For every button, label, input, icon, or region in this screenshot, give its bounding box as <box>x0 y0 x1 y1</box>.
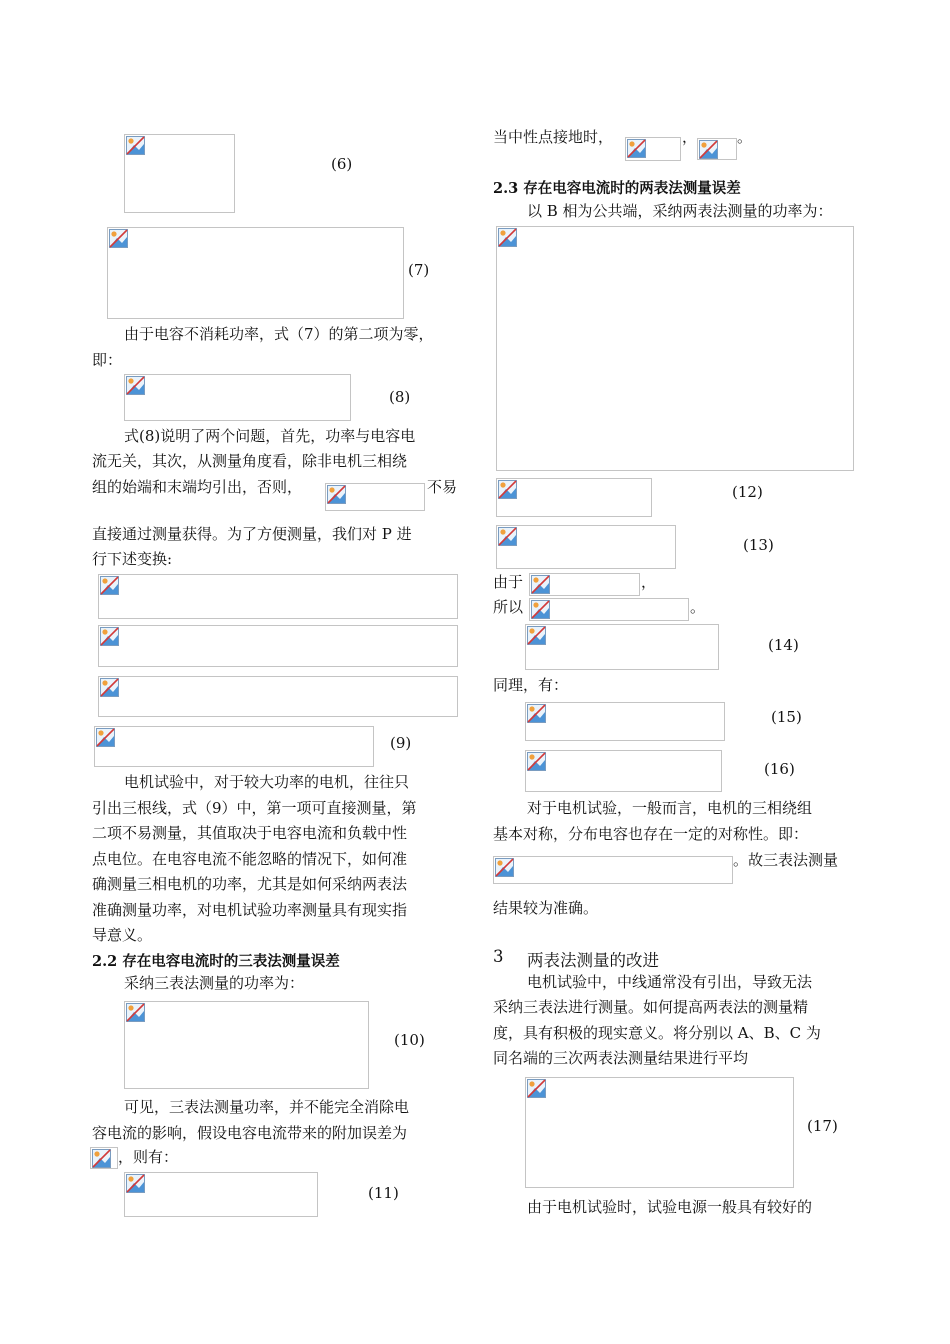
broken-image-icon <box>527 1079 546 1098</box>
equation-9-line-2-image <box>98 625 458 667</box>
equation-12-image <box>496 478 652 517</box>
paragraph-line: 。 <box>690 598 706 616</box>
equation-13-image <box>496 525 676 569</box>
paragraph-line: 流无关，其次，从测量角度看，除非电机三相绕 <box>92 452 408 470</box>
inline-formula-image <box>529 573 640 596</box>
broken-image-icon <box>527 626 546 645</box>
inline-formula-image <box>697 138 737 160</box>
paragraph-line: 。故三表法测量 <box>733 851 839 869</box>
broken-image-icon <box>498 480 517 499</box>
section-heading-2-3: 2.3 存在电容电流时的两表法测量误差 <box>493 180 741 197</box>
broken-image-icon <box>327 485 346 504</box>
broken-image-icon <box>495 858 514 877</box>
equation-label-8: (8) <box>389 388 411 406</box>
equation-14-image <box>525 624 719 670</box>
equation-label-17: (17) <box>807 1117 838 1135</box>
broken-image-icon <box>92 1149 111 1168</box>
paragraph-line: 不易 <box>427 478 458 496</box>
paragraph-line: 同理，有： <box>493 676 569 694</box>
equation-label-13: (13) <box>743 536 774 554</box>
equation-9-line-1-image <box>98 574 458 619</box>
section-3-number: 3 <box>493 947 504 966</box>
section-3-title: 两表法测量的改进 <box>527 951 659 970</box>
paragraph-line: 电机试验中，中线通常没有引出，导致无法 <box>527 973 813 991</box>
paragraph-line: 当中性点接地时， <box>493 128 614 146</box>
paragraph-line: 行下述变换: <box>92 550 173 568</box>
broken-image-icon <box>126 376 145 395</box>
equation-label-7: (7) <box>408 261 430 279</box>
broken-image-icon <box>100 576 119 595</box>
equation-17-image <box>525 1077 794 1188</box>
broken-image-icon <box>498 527 517 546</box>
equation-8-image <box>124 374 351 421</box>
broken-image-icon <box>126 1003 145 1022</box>
broken-image-icon <box>527 704 546 723</box>
equation-label-15: (15) <box>771 708 802 726</box>
paragraph-line: 确测量三相电机的功率，尤其是如何采纳两表法 <box>92 875 408 893</box>
paragraph-line: 由于电容不消耗功率，式（7）的第二项为零， <box>124 325 434 343</box>
equation-10-image <box>124 1001 369 1089</box>
broken-image-icon <box>498 228 517 247</box>
paragraph-line: 引出三根线，式（9）中，第一项可直接测量，第 <box>92 799 417 817</box>
paragraph-line: ， <box>682 128 698 146</box>
inline-formula-image <box>325 483 425 511</box>
paragraph-line: 采纳三表法进行测量。如何提高两表法的测量精 <box>493 998 809 1016</box>
equation-label-9: (9) <box>390 734 412 752</box>
paragraph-line: 容电流的影响，假设电容电流带来的附加误差为 <box>92 1124 408 1142</box>
paragraph-line: 所以 <box>493 598 524 616</box>
paragraph-line: 由于电机试验时，试验电源一般具有较好的 <box>527 1198 813 1216</box>
paragraph-line: 。 <box>737 128 753 146</box>
paragraph-line: 导意义。 <box>92 926 153 944</box>
equation-16-image <box>525 750 722 792</box>
equation-label-10: (10) <box>394 1031 425 1049</box>
paragraph-line: 同名端的三次两表法测量结果进行平均 <box>493 1049 749 1067</box>
equation-label-12: (12) <box>732 483 763 501</box>
broken-image-icon <box>627 139 646 158</box>
paragraph-line: 组的始端和末端均引出，否则， <box>92 478 303 496</box>
equation-label-16: (16) <box>764 760 795 778</box>
paragraph-line: ，则有： <box>118 1148 179 1166</box>
paragraph-line: 度，具有积极的现实意义。将分别以 A、B、C 为 <box>493 1024 821 1042</box>
broken-image-icon <box>100 678 119 697</box>
paragraph-line: 电机试验中，对于较大功率的电机，往往只 <box>124 773 410 791</box>
paragraph-line: 准确测量功率，对电机试验功率测量具有现实指 <box>92 901 408 919</box>
broken-image-icon <box>96 728 115 747</box>
equation-11-image <box>124 1172 318 1217</box>
equation-7-image <box>107 227 404 319</box>
paragraph-line: 二项不易测量，其值取决于电容电流和负载中性 <box>92 824 408 842</box>
paragraph-line: 采纳三表法测量的功率为： <box>124 974 305 992</box>
paragraph-line: 可见，三表法测量功率，并不能完全消除电 <box>124 1098 410 1116</box>
inline-formula-image <box>529 598 689 621</box>
equation-label-11: (11) <box>368 1184 399 1202</box>
paragraph-line: 对于电机试验，一般而言，电机的三相绕组 <box>527 799 813 817</box>
paragraph-line: 式(8)说明了两个问题，首先，功率与电容电 <box>124 427 416 445</box>
broken-image-icon <box>100 627 119 646</box>
paragraph-line: 由于 <box>493 573 524 591</box>
broken-image-icon <box>126 136 145 155</box>
equation-label-6: (6) <box>331 155 353 173</box>
broken-image-icon <box>527 752 546 771</box>
broken-image-icon <box>531 600 550 619</box>
broken-image-icon <box>531 575 550 594</box>
paragraph-line: 即： <box>92 351 123 369</box>
equation-label-14: (14) <box>768 636 799 654</box>
paragraph-line: 以 B 相为公共端，采纳两表法测量的功率为： <box>527 202 833 220</box>
paragraph-line: 基本对称，分布电容也存在一定的对称性。即： <box>493 825 809 843</box>
broken-image-icon <box>109 229 128 248</box>
paragraph-line: 结果较为准确。 <box>493 899 599 917</box>
broken-image-icon <box>126 1174 145 1193</box>
section-heading-2-2: 2.2 存在电容电流时的三表法测量误差 <box>92 953 340 970</box>
inline-formula-image <box>493 856 733 884</box>
equation-15-image <box>525 702 725 741</box>
paragraph-line: 点电位。在电容电流不能忽略的情况下，如何准 <box>92 850 408 868</box>
broken-image-icon <box>699 140 718 159</box>
equation-9-line-3-image <box>98 676 458 717</box>
equation-6-image <box>124 134 235 213</box>
equation-9-line-4-image <box>94 726 374 767</box>
inline-formula-image <box>625 137 681 161</box>
two-wattmeter-equation-image <box>496 226 854 471</box>
paragraph-line: ， <box>641 573 657 591</box>
inline-formula-image <box>90 1147 118 1169</box>
paragraph-line: 直接通过测量获得。为了方便测量，我们对 P 进 <box>92 525 412 543</box>
